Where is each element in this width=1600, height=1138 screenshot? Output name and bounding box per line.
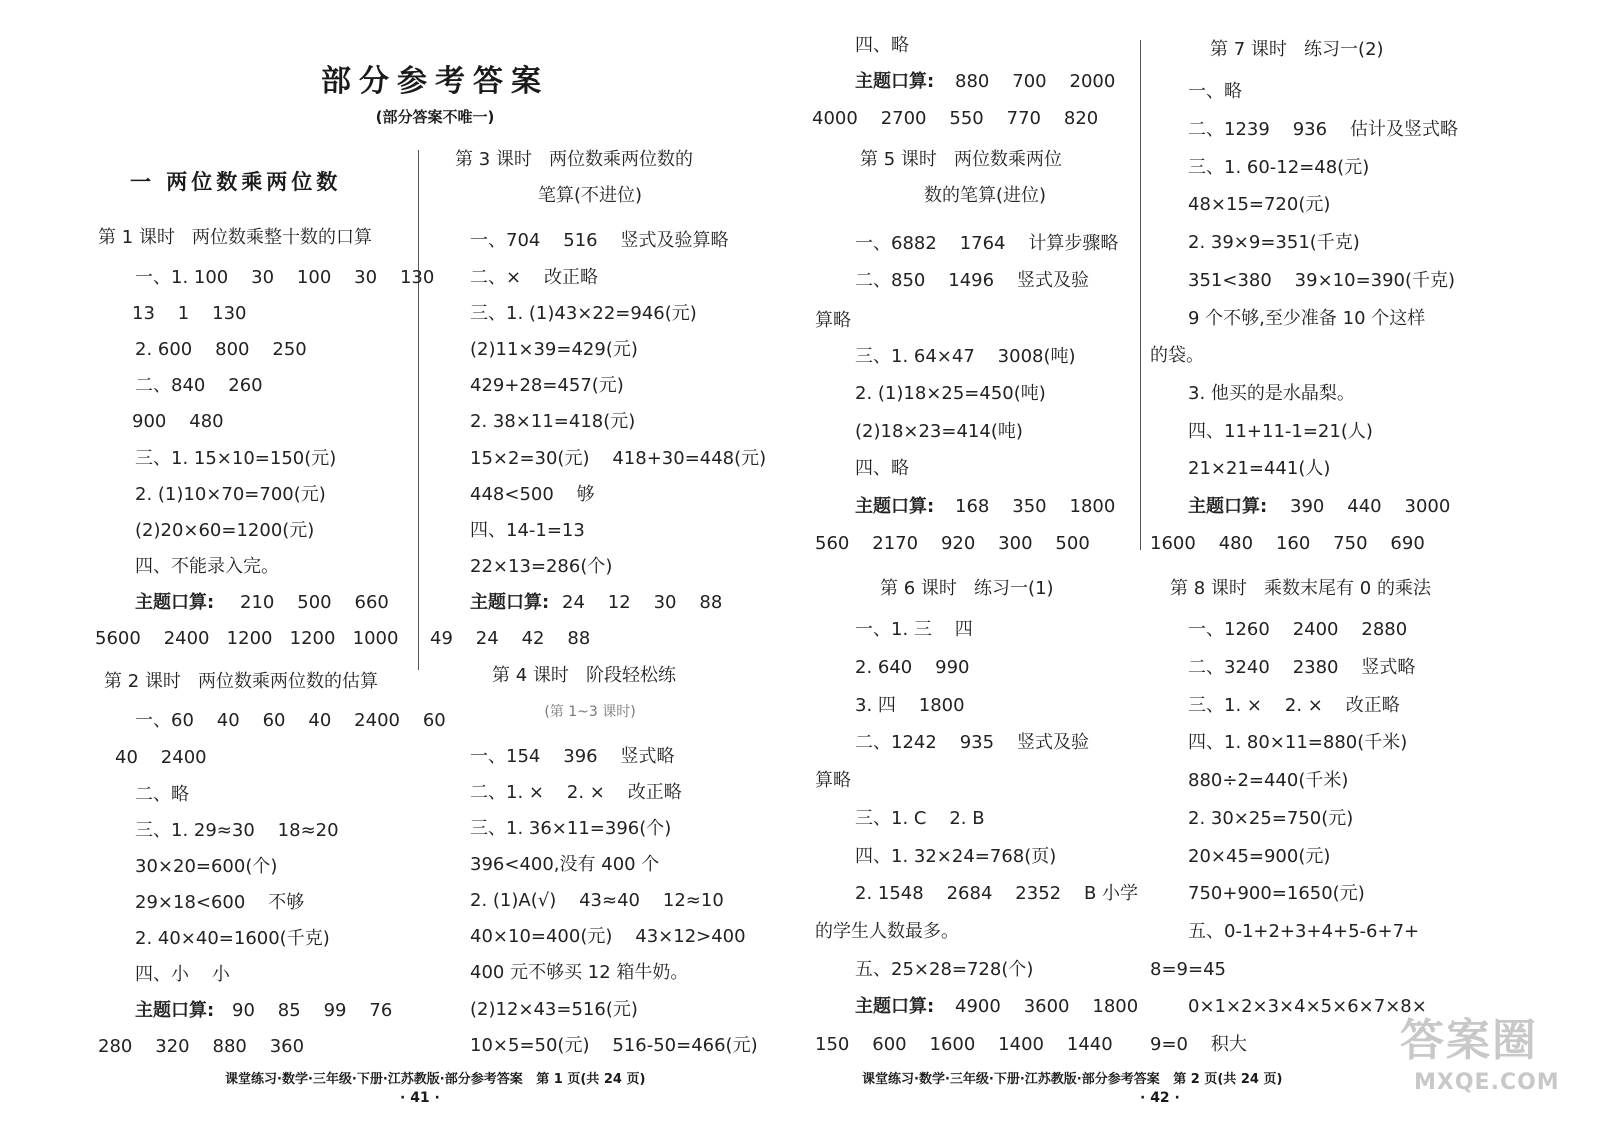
answer-line: 168 350 1800 <box>955 496 1116 517</box>
answer-line: 2. (1)10×70=700(元) <box>135 484 326 505</box>
answer-line: 9=0 积大 <box>1150 1034 1247 1055</box>
answer-line: 2. 640 990 <box>855 657 970 678</box>
answer-line: 四、11+11-1=21(人) <box>1188 421 1373 442</box>
answer-line: 二、840 260 <box>135 375 263 396</box>
lesson-heading: 第 3 课时 两位数乘两位数的 <box>455 149 694 170</box>
answer-line: 三、1. 36×11=396(个) <box>470 818 672 839</box>
answer-line: 五、25×28=728(个) <box>855 959 1034 980</box>
answer-line: 150 600 1600 1400 1440 <box>815 1034 1113 1055</box>
mental-math-label: 主题口算: <box>855 996 935 1017</box>
answer-line: 2. 1548 2684 2352 B 小学 <box>855 883 1139 904</box>
answer-line: 三、1. C 2. B <box>855 808 985 829</box>
lesson-heading: 第 4 课时 阶段轻松练 <box>492 665 677 686</box>
unit-title: 一 两位数乘两位数 <box>130 169 342 194</box>
answer-line: 15×2=30(元) 418+30=448(元) <box>470 448 767 469</box>
answer-line: 三、1. 15×10=150(元) <box>135 448 337 469</box>
column-divider <box>418 150 419 670</box>
lesson-heading: 第 1 课时 两位数乘整十数的口算 <box>98 227 373 248</box>
answer-line: 880÷2=440(千米) <box>1188 770 1349 791</box>
watermark-logo: 答案圈 <box>1400 1015 1538 1066</box>
answer-line: 21×21=441(人) <box>1188 458 1331 479</box>
answer-line: 四、14-1=13 <box>470 520 585 541</box>
answer-line: (2)12×43=516(元) <box>470 999 638 1020</box>
watermark <box>1400 1004 1580 1114</box>
answer-line: 四、1. 80×11=880(千米) <box>1188 732 1408 753</box>
lesson-heading: 第 5 课时 两位数乘两位 <box>860 149 1063 170</box>
mental-math-label: 主题口算: <box>855 71 935 92</box>
lesson-subheading: (第 1~3 课时) <box>544 704 636 720</box>
answer-line: 四、不能录入完。 <box>135 556 279 577</box>
answer-line: 448<500 够 <box>470 484 595 505</box>
page-number: · 41 · <box>400 1090 440 1106</box>
answer-line: 三、1. 60-12=48(元) <box>1188 157 1370 178</box>
answer-line: 四、略 <box>855 35 909 56</box>
answer-line: 五、0-1+2+3+4+5-6+7+ <box>1188 921 1420 942</box>
answer-line: 0×1×2×3×4×5×6×7×8× <box>1188 996 1427 1017</box>
lesson-heading: 数的笔算(进位) <box>923 185 1047 206</box>
answer-line: 的袋。 <box>1150 345 1204 366</box>
page-footer: 课堂练习·数学·三年级·下册·江苏教版·部分参考答案 第 2 页(共 24 页) <box>862 1072 1283 1087</box>
answer-line: 8=9=45 <box>1150 959 1226 980</box>
answer-line: 2. 38×11=418(元) <box>470 411 636 432</box>
answer-line: 一、154 396 竖式略 <box>470 746 675 767</box>
answer-line: 20×45=900(元) <box>1188 846 1331 867</box>
answer-line: 9 个不够,至少准备 10 个这样 <box>1188 308 1426 329</box>
answer-line: 2. 30×25=750(元) <box>1188 808 1354 829</box>
answer-line: 4900 3600 1800 <box>955 996 1139 1017</box>
answer-line: 一、1260 2400 2880 <box>1188 619 1408 640</box>
answer-line: 二、略 <box>135 784 189 805</box>
answer-line: 的学生人数最多。 <box>815 921 959 942</box>
answer-line: 10×5=50(元) 516-50=466(元) <box>470 1035 758 1056</box>
lesson-heading: 第 2 课时 两位数乘两位数的估算 <box>104 671 379 692</box>
page-number: · 42 · <box>1140 1090 1180 1106</box>
answer-line: 三、1. (1)43×22=946(元) <box>470 303 697 324</box>
answer-line: 算略 <box>815 310 851 331</box>
answer-line: 90 85 99 76 <box>232 1000 393 1021</box>
answer-line: 二、1. × 2. × 改正略 <box>470 782 682 803</box>
answer-line: 30×20=600(个) <box>135 856 278 877</box>
page-title: 部分参考答案 <box>321 64 549 99</box>
column-divider <box>1140 40 1141 550</box>
answer-line: 一、1. 100 30 100 30 130 <box>135 267 435 288</box>
answer-line: (2)18×23=414(吨) <box>855 421 1023 442</box>
answer-line: 一、1. 三 四 <box>855 619 973 640</box>
mental-math-label: 主题口算: <box>470 592 550 613</box>
lesson-heading: 第 6 课时 练习一(1) <box>880 578 1054 599</box>
answer-line: 二、1242 935 竖式及验 <box>855 732 1089 753</box>
answer-line: 390 440 3000 <box>1290 496 1451 517</box>
answer-line: 280 320 880 360 <box>98 1036 305 1057</box>
answer-line: 一、6882 1764 计算步骤略 <box>855 233 1119 254</box>
watermark-url: MXQE.COM <box>1414 1070 1560 1095</box>
answer-line: (2)11×39=429(元) <box>470 339 638 360</box>
answer-line: 二、850 1496 竖式及验 <box>855 270 1089 291</box>
answer-line: 三、1. 64×47 3008(吨) <box>855 346 1076 367</box>
mental-math-label: 主题口算: <box>135 1000 215 1021</box>
answer-line: 13 1 130 <box>132 303 247 324</box>
page-subtitle: (部分答案不唯一) <box>375 108 495 126</box>
lesson-heading: 笔算(不进位) <box>537 185 643 206</box>
answer-line: 2. (1)A(√) 43≈40 12≈10 <box>470 890 724 911</box>
answer-line: 四、1. 32×24=768(页) <box>855 846 1057 867</box>
page-footer: 课堂练习·数学·三年级·下册·江苏教版·部分参考答案 第 1 页(共 24 页) <box>225 1072 646 1087</box>
answer-line: 880 700 2000 <box>955 71 1116 92</box>
answer-line: 四、略 <box>855 458 909 479</box>
answer-line: 三、1. 29≈30 18≈20 <box>135 820 339 841</box>
answer-line: 750+900=1650(元) <box>1188 883 1365 904</box>
answer-line: 560 2170 920 300 500 <box>815 533 1090 554</box>
answer-line: 429+28=457(元) <box>470 375 624 396</box>
answer-line: 二、× 改正略 <box>470 267 598 288</box>
lesson-heading: 第 7 课时 练习一(2) <box>1210 39 1384 60</box>
answer-line: 396<400,没有 400 个 <box>470 854 660 875</box>
answer-line: 2. (1)18×25=450(吨) <box>855 383 1046 404</box>
answer-line: 40×10=400(元) 43×12>400 <box>470 926 746 947</box>
answer-line: 三、1. × 2. × 改正略 <box>1188 695 1400 716</box>
answer-line: 2. 39×9=351(千克) <box>1188 232 1360 253</box>
answer-line: 2. 40×40=1600(千克) <box>135 928 330 949</box>
answer-line: 22×13=286(个) <box>470 556 613 577</box>
answer-line: 一、704 516 竖式及验算略 <box>470 230 729 251</box>
lesson-heading: 第 8 课时 乘数末尾有 0 的乘法 <box>1170 578 1431 599</box>
answer-line: 210 500 660 <box>240 592 389 613</box>
answer-line: 24 12 30 88 <box>562 592 723 613</box>
answer-line: 400 元不够买 12 箱牛奶。 <box>470 962 689 983</box>
answer-line: 5600 2400 1200 1200 1000 <box>95 628 399 649</box>
answer-line: 351<380 39×10=390(千克) <box>1188 270 1456 291</box>
answer-line: 一、略 <box>1188 81 1242 102</box>
mental-math-label: 主题口算: <box>855 496 935 517</box>
answer-line: 四、小 小 <box>135 964 230 985</box>
answer-line: 一、60 40 60 40 2400 60 <box>135 710 446 731</box>
answer-line: 算略 <box>815 770 851 791</box>
answer-line: 二、1239 936 估计及竖式略 <box>1188 119 1458 140</box>
answer-line: 3. 四 1800 <box>855 695 965 716</box>
answer-line: 2. 600 800 250 <box>135 339 307 360</box>
answer-line: 二、3240 2380 竖式略 <box>1188 657 1416 678</box>
answer-line: 900 480 <box>132 411 224 432</box>
mental-math-label: 主题口算: <box>135 592 215 613</box>
mental-math-label: 主题口算: <box>1188 496 1268 517</box>
answer-line: 3. 他买的是水晶梨。 <box>1188 383 1355 404</box>
answer-line: 29×18<600 不够 <box>135 892 305 913</box>
answer-line: (2)20×60=1200(元) <box>135 520 315 541</box>
answer-line: 4000 2700 550 770 820 <box>812 108 1099 129</box>
answer-line: 1600 480 160 750 690 <box>1150 533 1425 554</box>
answer-line: 49 24 42 88 <box>430 628 591 649</box>
answer-line: 40 2400 <box>115 747 207 768</box>
answer-line: 48×15=720(元) <box>1188 194 1331 215</box>
